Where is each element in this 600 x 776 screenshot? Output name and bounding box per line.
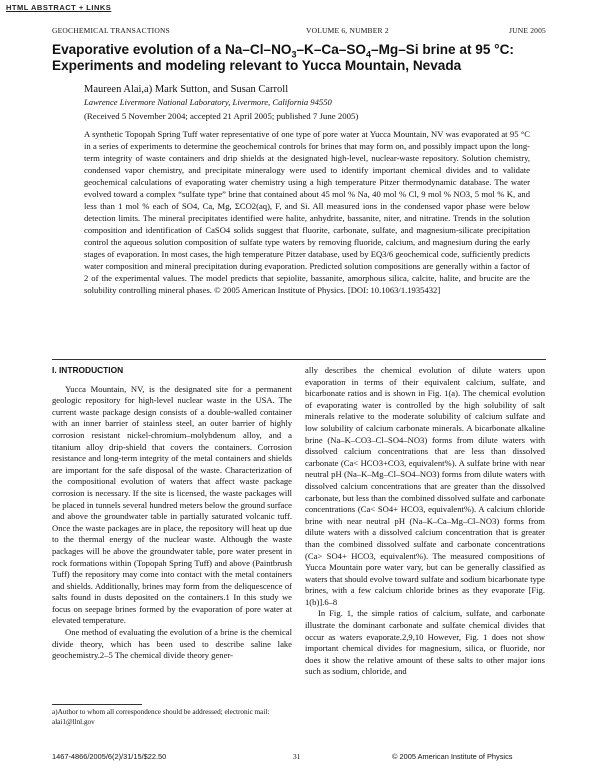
paragraph: In Fig. 1, the simple ratios of calcium, sulfate, and carbonate illustrate the dominant carbonate and sulfate chemical divides that occur as waters evaporate.2,9,10 However, Fig. 1 does not show important chemical divides for magnesium, silica, or fluoride, nor does it show the relative amount of these salts to other major ions such as sodium, chloride, and	[305, 608, 545, 677]
paragraph: Yucca Mountain, NV, is the designated site for a permanent geologic repository for high-level nuclear waste in the USA. The current waste package design consists of a double-walled container with an inner barrier of stainless steel, an outer barrier of highly corrosion resistant nickel-chromium–molybdenum alloy, and a titanium alloy drip-shield that covers the containers. Corrosion resistance and long-term integrity of the metal containers and shields are important for the safe disposal of the waste. Characterization of the compositional evolution of waters that affect waste package corrosion is necessary. If the site is licensed, the waste packages will be placed in tunnels several hundred meters below the ground surface and above the groundwater table in partially saturated volcanic tuff. Once the waste packages are in place, the repository will heat up due to the thermal energy of the nuclear waste. Although the waste packages will be above the groundwater table, pore water present in rock formations within (Topopah Spring Tuff) and above (Paintbrush Tuff) the repository may come into contact with the metal containers and shields. Additionally, brines may form from the deliquescence of salts found in dusts deposited on the containers.1 In this study we focus on seepage brines formed by the evaporation of pore water at elevated temperature.	[52, 383, 292, 626]
footer-issn: 1467-4866/2005/6(2)/31/15/$22.50	[52, 752, 167, 761]
abstract-text: A synthetic Topopah Spring Tuff water representative of one type of pore water at Yucca Mountain, NV was evaporated at 95 °C in a series of experiments to determine the geochemical controls for brines that may form on, and possibly impact upon the long-term integrity of waste containers and drip shields at the designated high-level, nuclear-waste repository. Solution chemistry, condensed vapor chemistry, and precipitate mineralogy were used to identify important chemical divides and to validate geochemical calculations of evaporating water chemistry using a high temperature Pitzer thermodynamic database. The water evolved toward a complex “sulfate type” brine that contained about 45 mol % Na, 40 mol % Cl, 9 mol % NO3, 5 mol % K, and less than 1 mol % each of SO4, Ca, Mg, ΣCO2(aq), F, and Si. All measured ions in the condensed vapor phase were below detection limits. The mineral precipitates identified were halite, anhydrite, bassanite, niter, and nitratine. Trends in the solution composition and identification of CaSO4 solids suggest that fluorite, carbonate, sulfate, and magnesium-silicate precipitation control the aqueous solution composition of sulfate type waters by removing fluoride, calcium, and magnesium during the early stages of evaporation. In most cases, the high temperature Pitzer database, used by EQ3/6 geochemical code, sufficiently predicts water composition and mineral precipitation during evaporation. Predicted solution compositions are generally within a factor of 2 of the experimental values. The model predicts that sepiolite, bassanite, amorphous silica, calcite, halite, and brucite are the solubility controlling mineral phases. © 2005 American Institute of Physics. [DOI: 10.1063/1.1935432]	[84, 129, 530, 295]
title-line1-post: –Mg–Si brine at 95 °C:	[371, 42, 514, 57]
received-dates: (Received 5 November 2004; accepted 21 April 2005; published 7 June 2005)	[84, 111, 359, 121]
page-number: 31	[293, 752, 301, 761]
title-sub-a: 3	[291, 49, 297, 60]
journal-name: GEOCHEMICAL TRANSACTIONS	[52, 26, 170, 35]
footer-copyright: © 2005 American Institute of Physics	[392, 752, 513, 761]
volume-number: VOLUME 6, NUMBER 2	[306, 26, 389, 35]
title-line1-pre: Evaporative evolution of a Na–Cl–NO	[52, 42, 292, 57]
footnote: a)Author to whom all correspondence should be addressed; electronic mail: alai1@llnl.gov	[52, 708, 270, 726]
title-line1-mid: –K–Ca–SO	[296, 42, 366, 57]
affiliation: Lawrence Livermore National Laboratory, Livermore, California 94550	[84, 97, 332, 107]
authors: Maureen Alai,a) Mark Sutton, and Susan Carroll	[84, 84, 289, 95]
footnote-rule	[52, 704, 142, 705]
column-right	[305, 365, 545, 678]
paragraph: One method of evaluating the evolution of a brine is the chemical divide theory, which has been used to describe saline lake geochemistry.2–5 The chemical divide theory gener-	[52, 627, 292, 661]
abstract	[84, 128, 530, 296]
section-heading: I. INTRODUCTION	[52, 365, 124, 375]
article-title	[52, 42, 546, 74]
section-divider	[52, 359, 546, 360]
html-abstract-links[interactable]: HTML ABSTRACT + LINKS	[6, 3, 112, 12]
title-sub-b: 4	[366, 49, 372, 60]
title-line2: Experiments and modeling relevant to Yucca Mountain, Nevada	[52, 58, 462, 73]
paragraph: ally describes the chemical evolution of dilute waters upon evaporation in terms of their equivalent calcium, sulfate, and bicarbonate ratios and is shown in Fig. 1(a). The chemical evolution of evaporating water is controlled by the high solubility of salt minerals relative to the moderate solubility of calcium sulfate and low solubility of calcium carbonate minerals. A bicarbonate alkaline brine (Na–K–CO3–Cl–SO4–NO3) forms from dilute waters with dissolved calcium concentrations that are less than dissolved carbonate (Ca< HCO3+CO3, equivalent%). A sulfate brine with near neutral pH (Na–K–Mg–Cl–SO4–NO3) forms from dilute waters with dissolved calcium concentrations that are greater than the dissolved carbonate, but less than the combined dissolved sulfate and carbonate concentrations (Ca< SO4+ HCO3, equivalent%). A calcium chloride brine with near neutral pH (Na–K–Ca–Mg–Cl–NO3) forms from dilute waters with a dissolved calcium concentration that is greater than the combined dissolved sulfate and carbonate concentrations (Ca> SO4+ HCO3, equivalent%). The measured compositions of Yucca Mountain pore water vary, but can be generally classified as waters that should evolve toward sulfate and sodium bicarbonate type brines, with a few calcium chloride brines as they evaporate [Fig. 1(b)].6–8	[305, 365, 545, 607]
issue-date: JUNE 2005	[508, 26, 546, 35]
column-left	[52, 365, 292, 662]
